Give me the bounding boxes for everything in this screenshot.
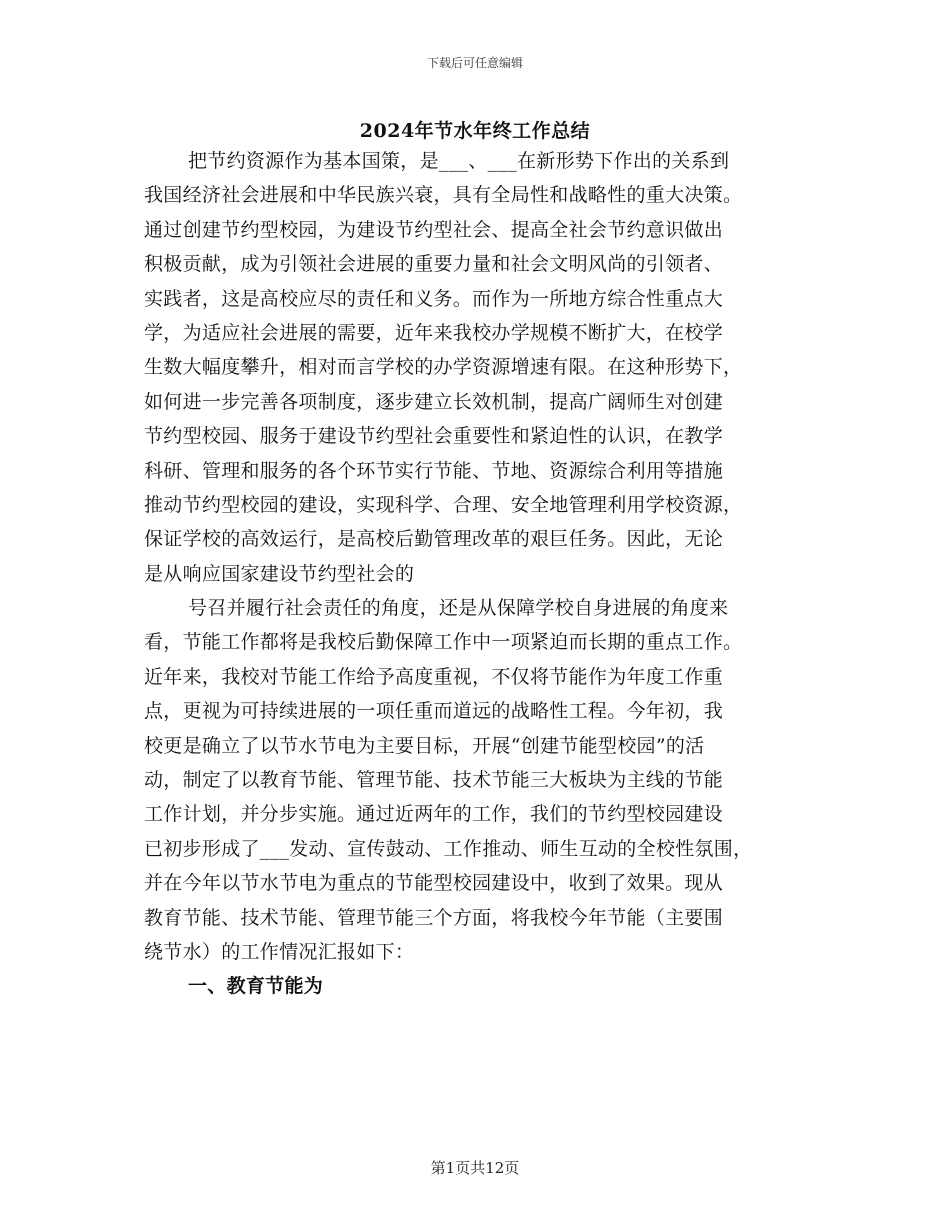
page-header-note: 下载后可任意编辑 — [426, 56, 523, 70]
document-body — [144, 144, 820, 1004]
text-line: 点，更视为可持续进展的一项任重而道远的战略性工程。今年初，我 — [144, 700, 724, 723]
text-line: 节约型校园、服务于建设节约型社会重要性和紧迫性的认识，在教学 — [144, 425, 724, 448]
text-line: 生数大幅度攀升，相对而言学校的办学资源增速有限。在这种形势下， — [144, 356, 743, 379]
text-line: 推动节约型校园的建设，实现科学、合理、安全地管理利用学校资源， — [144, 493, 743, 516]
text-line: 动，制定了以教育节能、管理节能、技术节能三大板块为主线的节能 — [144, 769, 724, 792]
text-line: 已初步形成了___发动、宣传鼓动、工作推动、师生互动的全校性氛围， — [144, 837, 753, 860]
text-line: 工作计划，并分步实施。通过近两年的工作，我们的节约型校园建设 — [144, 803, 724, 826]
text-line: 看，节能工作都将是我校后勤保障工作中一项紧迫而长期的重点工作。 — [144, 631, 743, 654]
text-line: 并在今年以节水节电为重点的节能型校园建设中，收到了效果。现从 — [144, 872, 724, 895]
page-number: 第1页共12页 — [430, 1159, 520, 1177]
text-line: 实践者，这是高校应尽的责任和义务。而作为一所地方综合性重点大 — [144, 287, 724, 310]
text-line: 教育节能、技术节能、管理节能三个方面，将我校今年节能（主要围 — [144, 906, 724, 929]
text-line: 校更是确立了以节水节电为主要目标，开展“创建节能型校园”的活 — [144, 734, 705, 757]
document-title: 2024年节水年终工作总结 — [359, 120, 591, 142]
text-line: 科研、管理和服务的各个环节实行节能、节地、资源综合利用等措施 — [144, 459, 724, 482]
text-line: 通过创建节约型校园，为建设节约型社会、提高全社会节约意识做出 — [144, 218, 724, 241]
text-line: 是从响应国家建设节约型社会的 — [144, 562, 415, 585]
text-line: 号召并履行社会责任的角度，还是从保障学校自身进展的角度来 — [188, 597, 729, 620]
text-line: 积极贡献，成为引领社会进展的重要力量和社会文明风尚的引领者、 — [144, 253, 724, 276]
text-line: 如何进一步完善各项制度，逐步建立长效机制，提高广阔师生对创建 — [144, 390, 724, 413]
text-line: 绕节水）的工作情况汇报如下： — [144, 940, 415, 963]
text-line: 把节约资源作为基本国策，是___、___在新形势下作出的关系到 — [188, 150, 730, 172]
text-line: 保证学校的高效运行，是高校后勤管理改革的艰巨任务。因此，无论 — [144, 528, 724, 551]
text-line: 我国经济社会进展和中华民族兴衰，具有全局性和战略性的重大决策。 — [144, 184, 743, 207]
text-line: 学，为适应社会进展的需要，近年来我校办学规模不断扩大，在校学 — [144, 321, 724, 344]
section-heading: 一、教育节能为 — [188, 975, 324, 998]
text-line: 近年来，我校对节能工作给予高度重视，不仅将节能作为年度工作重 — [144, 665, 724, 688]
